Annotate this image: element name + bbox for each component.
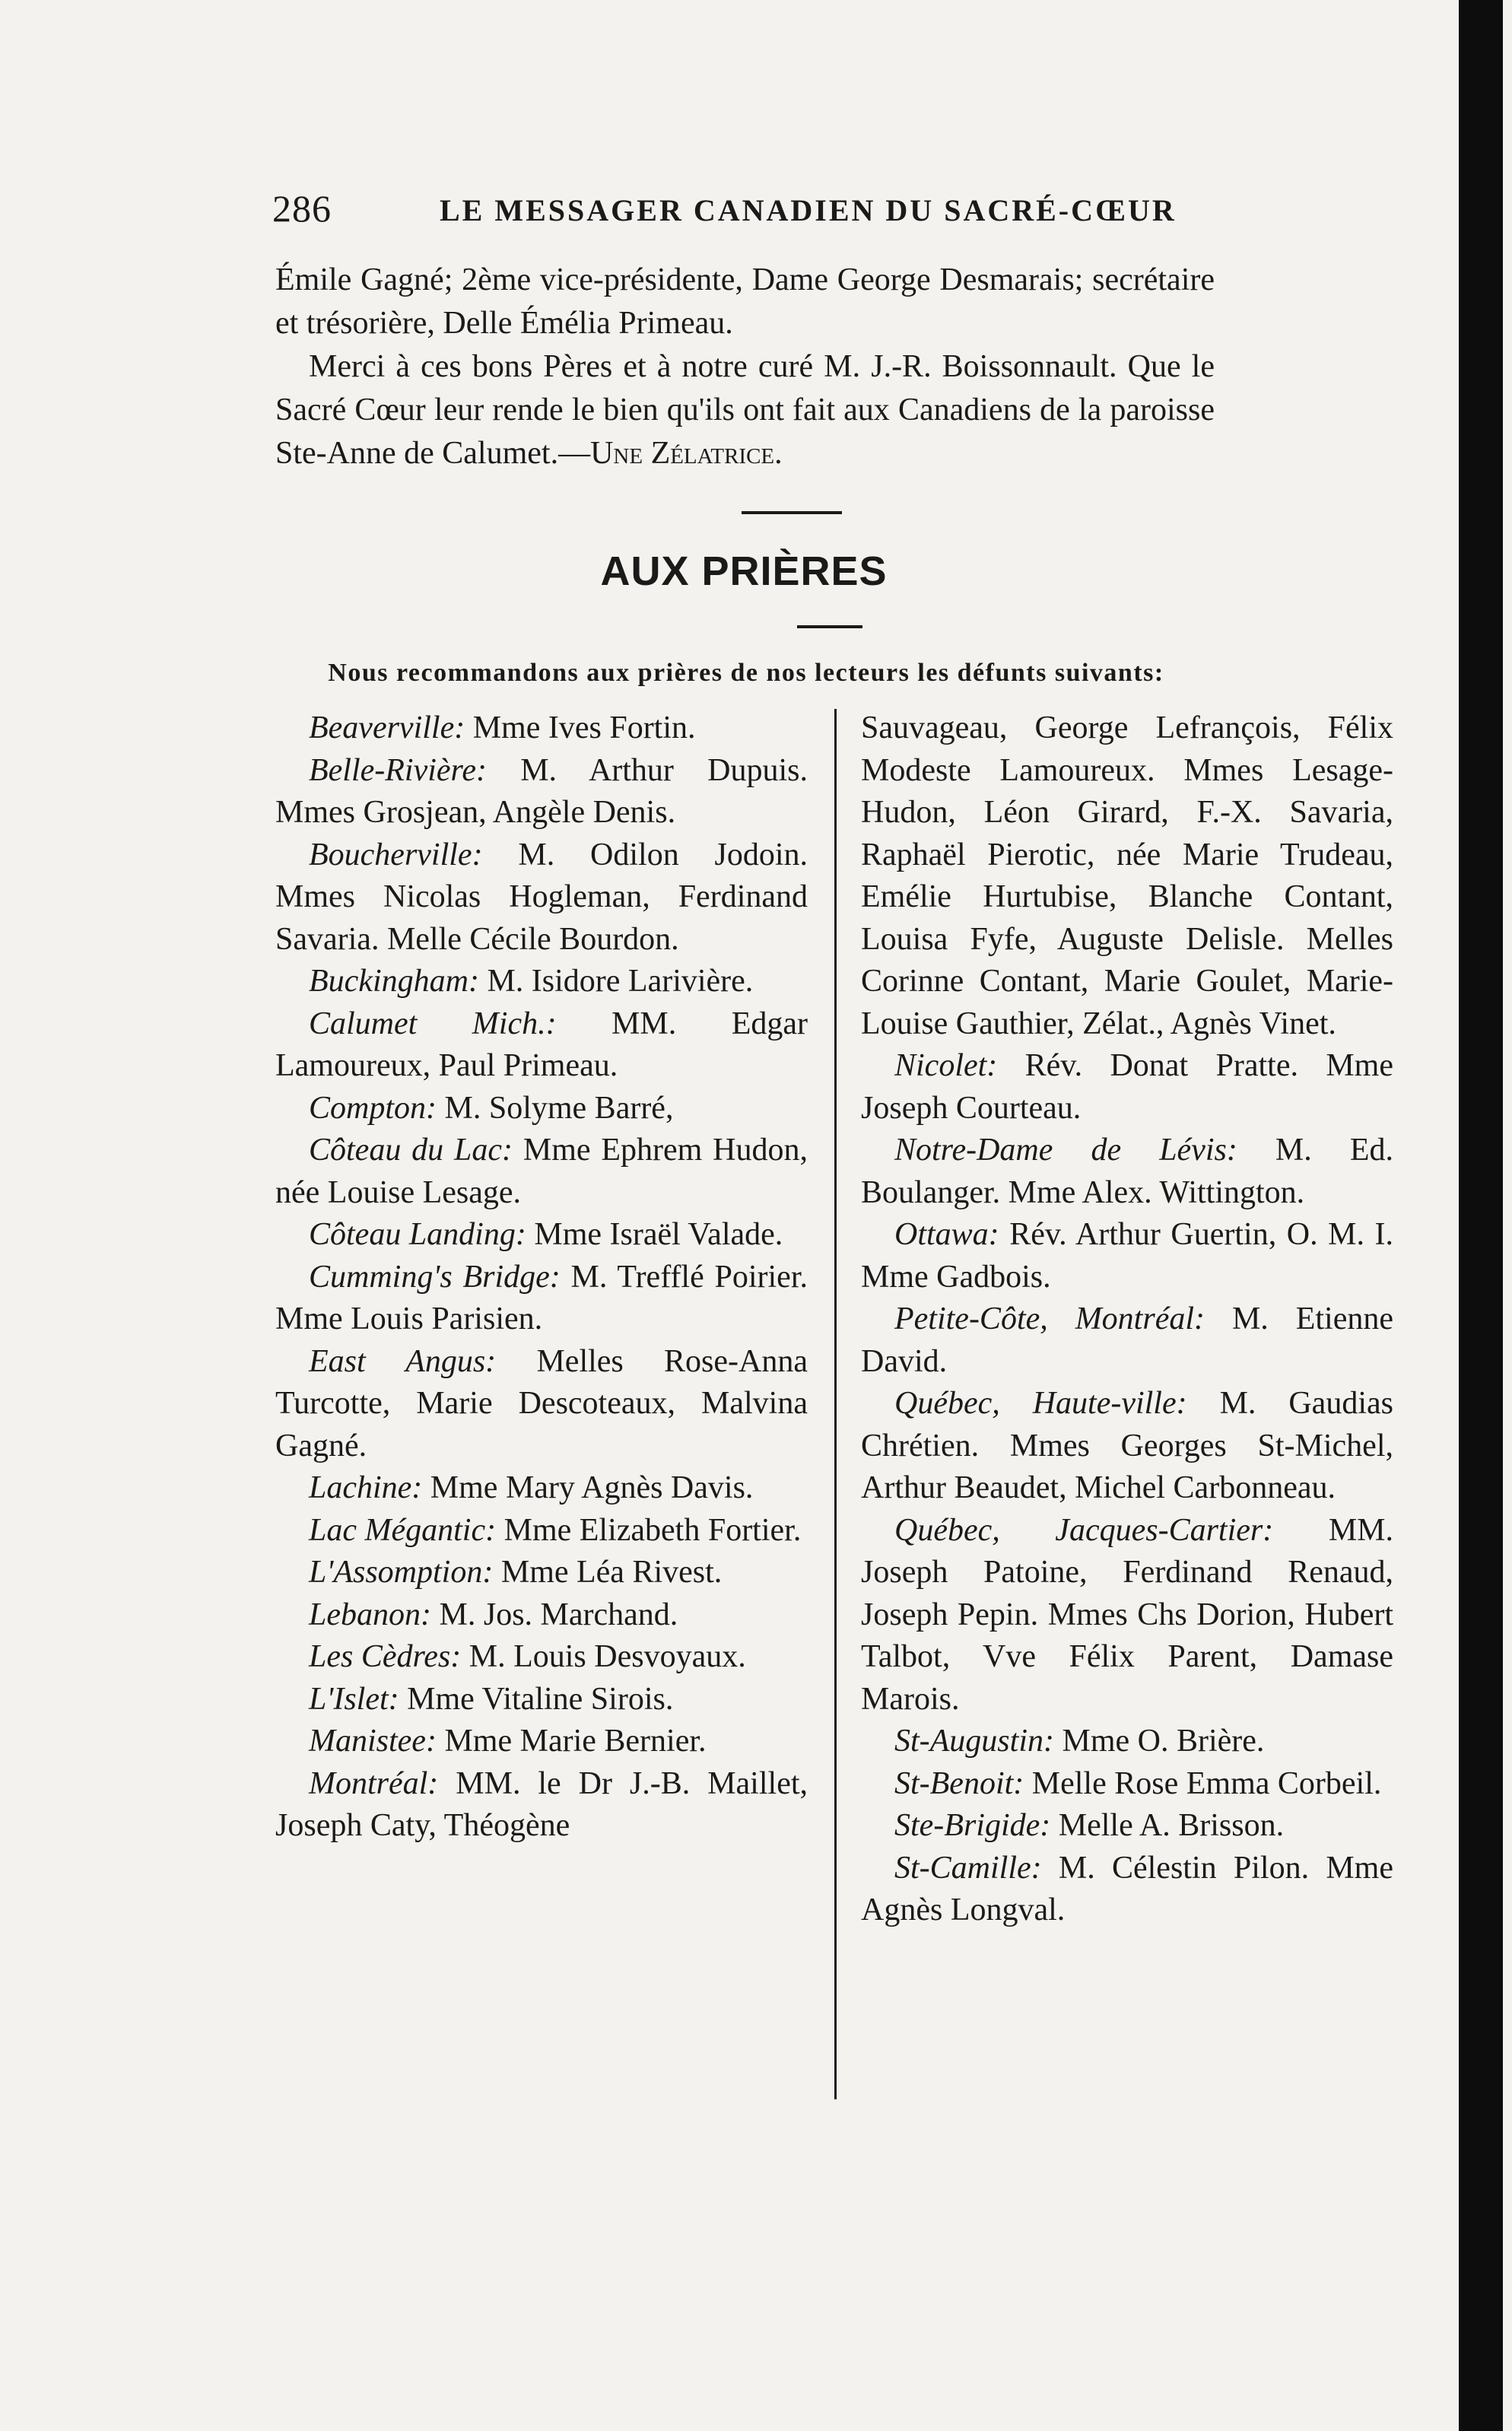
entry-names: M. Isidore Larivière. xyxy=(487,964,754,999)
obituary-entry xyxy=(275,1763,808,1848)
entry-place: Lebanon: xyxy=(309,1597,431,1632)
obituary-entry xyxy=(275,1679,808,1721)
entry-place: Manistee: xyxy=(309,1724,437,1759)
obituary-entry xyxy=(275,1088,808,1130)
right-column xyxy=(861,707,1393,1932)
obituary-entry xyxy=(861,1721,1393,1763)
entry-place: Cumming's Bridge: xyxy=(309,1259,561,1295)
entry-names: M. Arthur Dupuis. Mmes Grosjean, Angèle Denis. xyxy=(275,752,808,830)
obituary-entry xyxy=(275,1510,808,1552)
intro-paragraph-1: Émile Gagné; 2ème vice-présidente, Dame George Desmarais; secrétaire et trésorière, Delle Émélia Primeau. xyxy=(275,262,1215,341)
entry-names: Sauvageau, George Lefrançois, Félix Modeste Lamoureux. Mmes Lesage-Hudon, Léon Girard, F.-X. Savaria, Raphaël Pierotic, née Marie Trudeau, Emélie Hurtubise, Blanche Contant, Louisa Fyfe, Auguste Delisle. Melles Corinne Contant, Marie Goulet, Marie-Louise Gauthier, Zélat., Agnès Vinet. xyxy=(861,710,1393,1041)
entry-names: M. Odilon Jodoin. Mmes Nicolas Hogleman, Ferdinand Savaria. Melle Cécile Bourdon. xyxy=(275,837,808,957)
entry-place: Calumet Mich.: xyxy=(309,1006,557,1041)
intro-paragraph-2 xyxy=(275,345,1215,475)
entry-place: Compton: xyxy=(309,1090,437,1126)
entry-names: Mme Israël Valade. xyxy=(534,1217,783,1252)
entry-place: Québec, Haute-ville: xyxy=(894,1386,1187,1421)
left-column xyxy=(275,707,808,1848)
entry-names: M. Etienne David. xyxy=(861,1301,1393,1379)
entry-place: Nicolet: xyxy=(894,1048,998,1083)
section-intro-line: Nous recommandons aux prières de nos lecteurs les défunts suivants: xyxy=(328,659,1164,687)
entry-place: L'Islet: xyxy=(309,1681,399,1717)
obituary-entry xyxy=(275,1552,808,1594)
obituary-entry xyxy=(861,1298,1393,1383)
obituary-entry xyxy=(275,1467,808,1510)
divider-rule-top xyxy=(742,511,842,514)
entry-place: St-Augustin: xyxy=(894,1724,1054,1759)
entry-place: East Angus: xyxy=(309,1343,497,1379)
obituary-entry xyxy=(861,1805,1393,1848)
entry-names: MM. Joseph Patoine, Ferdinand Renaud, Joseph Pepin. Mmes Chs Dorion, Hubert Talbot, Vve Félix Parent, Damase Marois. xyxy=(861,1512,1394,1717)
entry-names: Rév. Arthur Guertin, O. M. I. Mme Gadbois. xyxy=(861,1217,1393,1295)
intro-text xyxy=(275,259,1215,475)
entry-place: Côteau Landing: xyxy=(309,1217,526,1252)
entry-place: St-Benoit: xyxy=(894,1765,1024,1801)
entry-names: M. Ed. Boulanger. Mme Alex. Wittington. xyxy=(861,1133,1393,1210)
entry-place: Notre-Dame de Lévis: xyxy=(894,1133,1237,1168)
obituary-entry xyxy=(275,961,808,1003)
obituary-entry xyxy=(275,1003,808,1088)
entry-names: MM. Edgar Lamoureux, Paul Primeau. xyxy=(275,1006,808,1083)
entry-names: Mme Marie Bernier. xyxy=(444,1724,707,1759)
entry-names: M. Célestin Pilon. Mme Agnès Longval. xyxy=(861,1850,1393,1927)
section-title: AUX PRIÈRES xyxy=(600,548,888,594)
entry-place: Montréal: xyxy=(309,1765,439,1801)
obituary-entry xyxy=(861,1848,1393,1932)
entry-place: Ste-Brigide: xyxy=(894,1808,1051,1843)
column-divider xyxy=(834,709,837,2099)
entry-names: M. Gaudias Chrétien. Mmes Georges St-Michel, Arthur Beaudet, Michel Carbonneau. xyxy=(861,1386,1393,1505)
entry-place: Buckingham: xyxy=(309,964,479,999)
obituary-entry xyxy=(275,834,808,961)
intro-paragraph-2-text: Merci à ces bons Pères et à notre curé M. J.-R. Boissonnault. Que le Sacré Cœur leur rende le bien qu'ils ont fait aux Canadiens de la paroisse Ste-Anne de Calumet.— xyxy=(275,349,1215,471)
entry-place: Les Cèdres: xyxy=(309,1639,462,1674)
obituary-entry xyxy=(275,1594,808,1637)
obituary-entry xyxy=(861,1383,1393,1510)
entry-names: Mme Ives Fortin. xyxy=(472,710,696,745)
obituary-entry xyxy=(275,1214,808,1257)
obituary-entry xyxy=(861,1763,1393,1806)
obituary-entry xyxy=(275,1721,808,1763)
obituary-entry xyxy=(861,1214,1393,1298)
entry-place: Petite-Côte, Montréal: xyxy=(894,1301,1205,1336)
entry-names: Rév. Donat Pratte. Mme Joseph Courteau. xyxy=(861,1048,1393,1126)
obituary-entry xyxy=(275,1130,808,1214)
entry-names: Mme Mary Agnès Davis. xyxy=(430,1470,754,1505)
obituary-entry xyxy=(275,707,808,750)
entry-names: Melle A. Brisson. xyxy=(1058,1808,1285,1843)
entry-names: MM. le Dr J.-B. Maillet, Joseph Caty, Théogène xyxy=(275,1765,808,1843)
entry-place: L'Assomption: xyxy=(309,1555,494,1590)
scan-edge-bar xyxy=(1459,0,1503,2431)
entry-names: M. Jos. Marchand. xyxy=(439,1597,678,1632)
entry-names: M. Trefflé Poirier. Mme Louis Parisien. xyxy=(275,1259,808,1336)
signature: Une Zélatrice. xyxy=(590,436,783,471)
entry-names: Mme Léa Rivest. xyxy=(500,1555,723,1590)
entry-names: Mme Elizabeth Fortier. xyxy=(503,1512,802,1548)
obituary-entry xyxy=(275,1341,808,1468)
entry-place: Côteau du Lac: xyxy=(309,1133,513,1168)
obituary-entry xyxy=(861,1510,1393,1721)
entry-place: Belle-Rivière: xyxy=(309,752,487,788)
obituary-entry xyxy=(861,1045,1393,1130)
page-header xyxy=(272,186,1215,232)
entry-names: Melles Rose-Anna Turcotte, Marie Descoteaux, Malvina Gagné. xyxy=(275,1343,808,1463)
entry-place: Beaverville: xyxy=(309,710,465,745)
obituary-entry xyxy=(275,1257,808,1341)
divider-rule-bottom xyxy=(797,625,862,628)
running-title: LE MESSAGER CANADIEN DU SACRÉ-CŒUR xyxy=(440,193,1177,227)
entry-names: M. Solyme Barré, xyxy=(444,1090,674,1126)
page-number: 286 xyxy=(272,187,332,230)
entry-names: M. Louis Desvoyaux. xyxy=(469,1639,746,1674)
entry-names: Mme O. Brière. xyxy=(1062,1724,1265,1759)
obituary-entry xyxy=(861,707,1393,1045)
obituary-entry xyxy=(275,1636,808,1679)
entry-place: Ottawa: xyxy=(894,1217,999,1252)
obituary-entry xyxy=(275,750,808,834)
entry-place: Boucherville: xyxy=(309,837,483,872)
entry-names: Mme Vitaline Sirois. xyxy=(407,1681,674,1717)
entry-names: Mme Ephrem Hudon, née Louise Lesage. xyxy=(275,1133,808,1210)
entry-names: Melle Rose Emma Corbeil. xyxy=(1031,1765,1382,1801)
entry-place: St-Camille: xyxy=(894,1850,1042,1886)
entry-place: Lachine: xyxy=(309,1470,423,1505)
entry-place: Québec, Jacques-Cartier: xyxy=(894,1512,1274,1548)
entry-place: Lac Mégantic: xyxy=(309,1512,497,1548)
obituary-entry xyxy=(861,1130,1393,1214)
